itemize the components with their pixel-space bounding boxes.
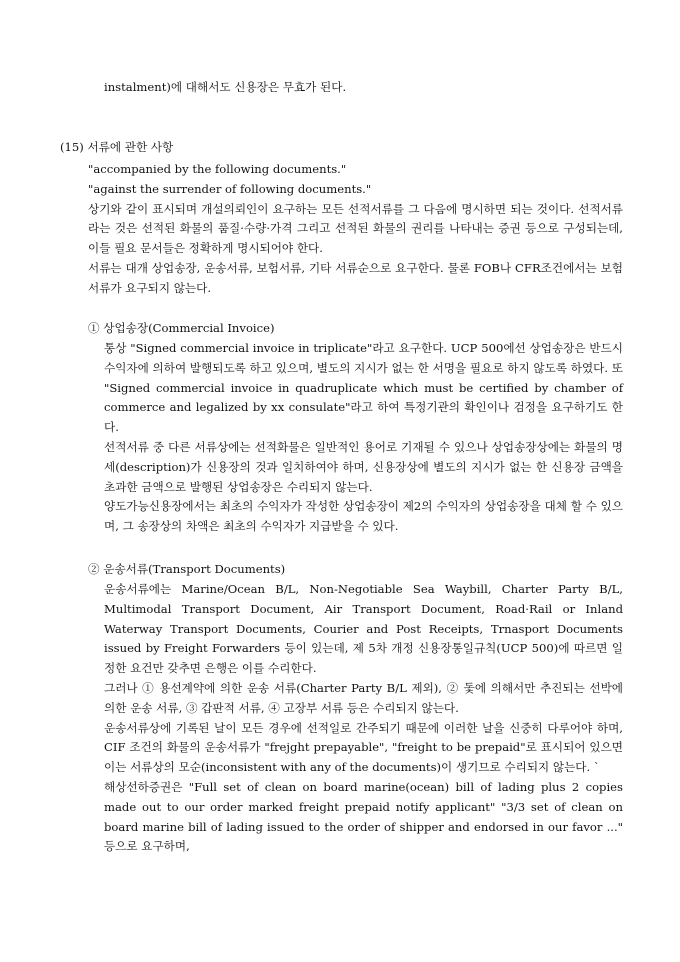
item-1-heading: ① 상업송장(Commercial Invoice) — [88, 321, 275, 335]
section-15-paragraph-1: 상기와 같이 표시되며 개설의뢰인이 요구하는 모든 선적서류를 그 다음에 명시하면 되는 것이다. 선적서류라는 것은 선적된 화물의 품질·수량·가격 그리고 선적된 화물의 권리를 나타내는 증권 등으로 구성되는데, 이들 필요 문서들은 정확하게 명시되어야 한다. — [88, 201, 623, 256]
item-1-heading-block — [88, 319, 623, 339]
item-2-heading-block — [88, 560, 623, 580]
item-2-paragraph-4: 해상선하증권은 "Full set of clean on board marine(ocean) bill of lading plus 2 copies made out to our order marked freight prepaid notify applicant" "3/3 set of clean on board marine bill of lading issued to the order of shipper and endorsed in our favor ..." 등으로 요구하며, — [104, 779, 623, 854]
item-1-paragraph-1: 통상 "Signed commercial invoice in triplicate"라고 요구한다. UCP 500에선 상업송장은 반드시 수익자에 의하여 발행되도록 하고 있으며, 별도의 지시가 없는 한 서명을 필요로 하지 않도록 하였다. 또 "Signed commercial invoice in quadruplicate which must be certified by chamber of commerce and legalized by xx consulate"라고 하여 특정기관의 확인이나 검정을 요구하기도 한다. — [104, 341, 623, 435]
item-2-paragraph-2: 그러나 ① 용선계약에 의한 운송 서류(Charter Party B/L 제외), ② 돛에 의해서만 추진되는 선박에 의한 운송 서류, ③ 갑판적 서류, ④ 고장부 서류 등은 수리되지 않는다. — [104, 680, 623, 715]
intro-block — [104, 78, 484, 98]
section-15-heading: (15) 서류에 관한 사항 — [60, 140, 174, 154]
item-1-paragraph-2: 선적서류 중 다른 서류상에는 선적화물은 일반적인 용어로 기재될 수 있으나 상업송장상에는 화물의 명세(description)가 신용장의 것과 일치하여야 하며, 신용장상에 별도의 지시가 없는 한 신용장 금액을 초과한 금액으로 발행된 상업송장은 수리되지 않는다. — [104, 439, 623, 494]
item-1-paragraph-3: 양도가능신용장에서는 최초의 수익자가 작성한 상업송장이 제2의 수익자의 상업송장을 대체 할 수 있으며, 그 송장상의 차액은 최초의 수익자가 지급받을 수 있다. — [104, 499, 623, 534]
item-2-body — [104, 580, 623, 857]
item-2-paragraph-3: 운송서류상에 기록된 날이 모든 경우에 선적일로 간주되기 때문에 이러한 날을 신중히 다루어야 하며, CIF 조건의 화물의 운송서류가 "frejght prepayable", "freight to be prepaid"로 표시되어 있으면 이는 서류상의 모순(inconsistent with any of the documents)이 생기므로 수리되지 않는다. ` — [104, 720, 623, 775]
section-15-heading-block — [60, 138, 620, 158]
item-2-heading: ② 운송서류(Transport Documents) — [88, 562, 286, 576]
item-1-body — [104, 339, 623, 537]
section-15-paragraph-2: 서류는 대개 상업송장, 운송서류, 보험서류, 기타 서류순으로 요구한다. 물론 FOB나 CFR조건에서는 보험서류가 요구되지 않는다. — [88, 260, 623, 295]
section-15-quote-1: "accompanied by the following documents." — [88, 162, 347, 176]
section-15-quote-2: "against the surrender of following documents." — [88, 181, 372, 196]
intro-carry-line: instalment)에 대해서도 신용장은 무효가 된다. — [104, 80, 347, 94]
item-2-paragraph-1: 운송서류에는 Marine/Ocean B/L, Non-Negotiable Sea Waybill, Charter Party B/L, Multimodal Transport Document, Air Transport Document, Road·Rail or Inland Waterway Transport Documents, Courier and Post Receipts, Trnasport Documents issued by Freight Forwarders 등이 있는데, 제 5차 개정 신용장통일규칙(UCP 500)에 따르면 일정한 요건만 갖추면 은행은 이를 수리한다. — [104, 582, 623, 676]
section-15-body — [88, 160, 623, 299]
